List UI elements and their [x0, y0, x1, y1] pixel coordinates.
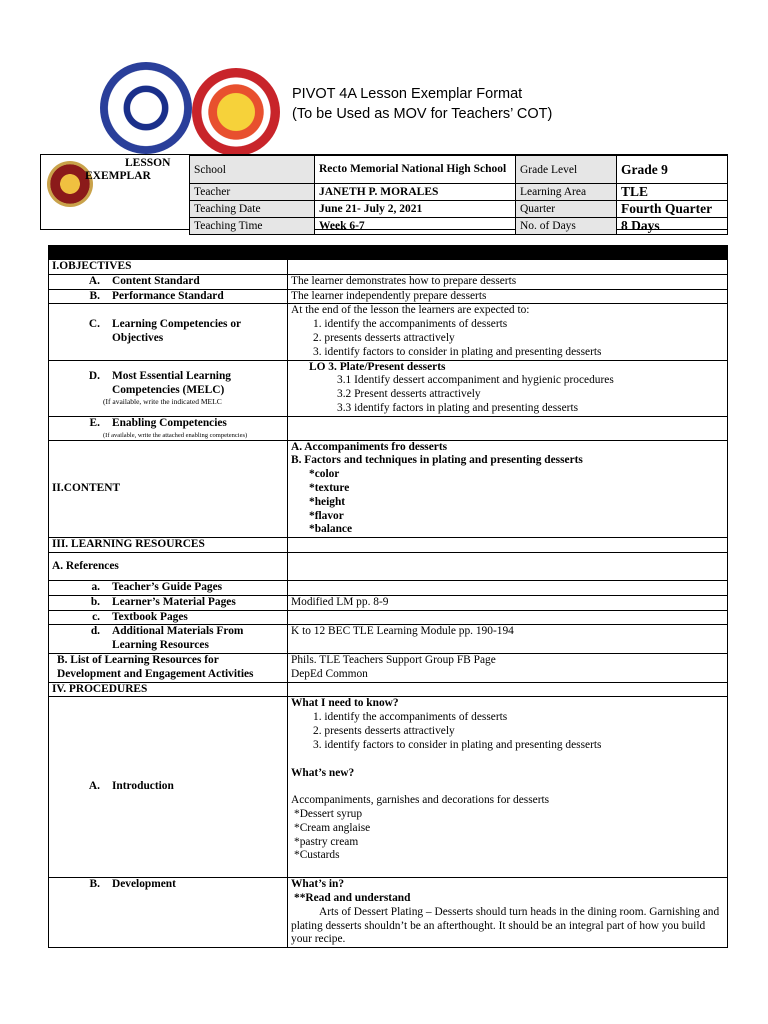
resource-list-item: Phils. TLE Teachers Support Group FB Page [291, 653, 496, 666]
additional-materials-row: d. Additional Materials From Learning Resources K to 12 BEC TLE Learning Module pp. 190-194 [49, 625, 728, 654]
teaching-time-label: Teaching Time [190, 218, 315, 235]
whats-new-item: *Cream anglaise [294, 821, 371, 834]
development-label: Development [112, 878, 176, 891]
textbook-value [288, 610, 728, 625]
resource-list-row [49, 653, 728, 682]
teachers-guide-label: Teacher’s Guide Pages [112, 580, 223, 593]
whats-new-item: *pastry cream [294, 835, 359, 848]
resource-list-item: DepEd Common [291, 667, 368, 680]
objectives-heading: I.OBJECTIVES [49, 260, 288, 275]
title-line-2: (To be Used as MOV for Teachers’ COT) [292, 106, 553, 122]
competencies-label: Learning Competencies or Objectives [112, 318, 241, 344]
competency-item: 2. presents desserts attractively [313, 331, 455, 344]
melc-item: 3.2 Present desserts attractively [337, 388, 481, 401]
grade-value: Grade 9 [617, 156, 728, 184]
read-understand-heading: **Read and understand [294, 892, 411, 905]
whats-new-item: *Custards [294, 849, 340, 862]
textbook-row: c. Textbook Pages [49, 610, 728, 625]
teaching-date-value: June 21- July 2, 2021 [315, 201, 516, 218]
melc-item: 3.1 Identify dessert accompaniment and hygienic procedures [337, 374, 614, 387]
competencies-intro: At the end of the lesson the learners are expected to: [291, 304, 530, 317]
page-title [292, 84, 552, 124]
whats-new-item: *Dessert syrup [294, 808, 363, 821]
content-factor: *flavor [309, 509, 344, 522]
need-item: 2. presents desserts attractively [313, 724, 455, 737]
introduction-row: A. Introduction What I need to know? 1. identify the accompaniments of desserts 2. presents desserts attractively 3. identify factors to consider in plating and presenting desserts What’s new? Accompaniments, garnishes and decorations for desserts *Dessert syrup *Cream anglaise *pastry cream *Custards [49, 697, 728, 878]
enabling-competencies-row: E. Enabling Competencies (If available, write the attached enabling competencies) [49, 416, 728, 440]
need-item: 1. identify the accompaniments of desserts [313, 711, 508, 724]
teaching-date-label: Teaching Date [190, 201, 315, 218]
competencies-row: C. Learning Competencies or Objectives At the end of the lesson the learners are expected to: 1. identify the accompaniments of desserts 2. presents desserts attractively 3. identify factors to consider in plating and presenting desserts [49, 304, 728, 360]
table-header-bar [49, 246, 728, 260]
competency-item: 3. identify factors to consider in plating and presenting desserts [313, 345, 602, 358]
content-standard-value: The learner demonstrates how to prepare desserts [288, 274, 728, 289]
whats-new-heading: What’s new? [291, 766, 355, 779]
content-heading: II.CONTENT [49, 440, 288, 538]
content-factor: *texture [309, 481, 350, 494]
melc-row: D. Most Essential Learning Competencies (MELC) (If available, write the indicated MELC LO 3. Plate/Present desserts 3.1 Identify dessert accompaniment and hygienic procedures 3.2 Present desserts attractively 3.3 identify factors in plating and presenting desserts [49, 360, 728, 416]
learning-area-value: TLE [617, 184, 728, 201]
need-to-know-heading: What I need to know? [291, 697, 399, 710]
textbook-label: Textbook Pages [112, 610, 188, 623]
lesson-header [40, 154, 728, 233]
title-line-1: PIVOT 4A Lesson Exemplar Format [292, 86, 523, 102]
grade-label: Grade Level [516, 156, 617, 184]
learning-area-label: Learning Area [516, 184, 617, 201]
quarter-label: Quarter [516, 201, 617, 218]
resources-heading-row [49, 538, 728, 553]
resources-heading: III. LEARNING RESOURCES [49, 538, 288, 553]
enabling-label: Enabling Competencies [112, 416, 227, 429]
melc-note: (If available, write the indicated MELC [103, 397, 222, 407]
lesson-info-table [189, 155, 728, 235]
content-factor: *balance [309, 523, 353, 536]
quarter-value: Fourth Quarter [617, 201, 728, 218]
references-label: A. References [49, 552, 288, 580]
procedures-heading: IV. PROCEDURES [49, 682, 288, 697]
lesson-exemplar-label: LESSON EXEMPLAR [85, 157, 171, 182]
teaching-time-value: Week 6-7 [315, 218, 516, 235]
dessert-plating-paragraph: Arts of Dessert Plating – Desserts should turn heads in the dining room. Garnishing and plating desserts shouldn’t be an afterthought. It should be an integral part of how you build your recipe. [291, 905, 720, 946]
content-factor: *color [309, 468, 340, 481]
need-item: 3. identify factors to consider in plating and presenting desserts [313, 738, 602, 751]
content-line-a: A. Accompaniments fro desserts [291, 440, 448, 453]
teacher-value: JANETH P. MORALES [315, 184, 516, 201]
references-row [49, 552, 728, 580]
content-row [49, 440, 728, 538]
content-standard-label: Content Standard [112, 274, 200, 287]
development-row: B. Development What’s in? **Read and understand Arts of Dessert Plating – Desserts should turn heads in the dining room. Garnishing and plating desserts shouldn’t be an afterthought. It should be an integral part of how you build your recipe. [49, 878, 728, 948]
introduction-label: Introduction [112, 780, 174, 793]
content-line-b: B. Factors and techniques in plating and presenting desserts [291, 454, 583, 467]
school-label: School [190, 156, 315, 184]
content-factor: *height [309, 495, 346, 508]
competency-item: 1. identify the accompaniments of desserts [313, 318, 508, 331]
resource-list-label: B. List of Learning Resources for Development and Engagement Activities [49, 653, 288, 682]
deped-seal-logo [100, 62, 192, 154]
whats-new-intro: Accompaniments, garnishes and decorations for desserts [291, 794, 550, 807]
enabling-note: (If available, write the attached enabling competencies) [103, 431, 248, 439]
melc-lo: LO 3. Plate/Present desserts [309, 360, 446, 373]
learners-material-label: Learner’s Material Pages [112, 595, 236, 608]
lesson-plan-table [48, 245, 728, 948]
objectives-heading-row [49, 260, 728, 275]
school-value: Recto Memorial National High School [315, 156, 516, 184]
days-value: 8 Days [617, 218, 728, 235]
performance-standard-value: The learner independently prepare desserts [288, 289, 728, 304]
melc-item: 3.3 identify factors in plating and presenting desserts [337, 401, 579, 414]
performance-standard-row: B. Performance Standard The learner independently prepare desserts [49, 289, 728, 304]
content-standard-row: A. Content Standard The learner demonstrates how to prepare desserts [49, 274, 728, 289]
melc-label: Most Essential Learning Competencies (MELC) [112, 369, 231, 396]
performance-standard-label: Performance Standard [112, 289, 224, 302]
learners-material-row: b. Learner’s Material Pages Modified LM pp. 8-9 [49, 595, 728, 610]
days-label: No. of Days [516, 218, 617, 235]
procedures-heading-row [49, 682, 728, 697]
region-iv-calabarzon-logo [192, 68, 280, 156]
additional-materials-label: Additional Materials From Learning Resources [112, 625, 244, 652]
whats-in-heading: What’s in? [291, 878, 345, 891]
learners-material-value: Modified LM pp. 8-9 [288, 595, 728, 610]
teachers-guide-value [288, 580, 728, 595]
teacher-label: Teacher [190, 184, 315, 201]
teachers-guide-row: a. Teacher’s Guide Pages [49, 580, 728, 595]
additional-materials-value: K to 12 BEC TLE Learning Module pp. 190-194 [288, 625, 728, 654]
